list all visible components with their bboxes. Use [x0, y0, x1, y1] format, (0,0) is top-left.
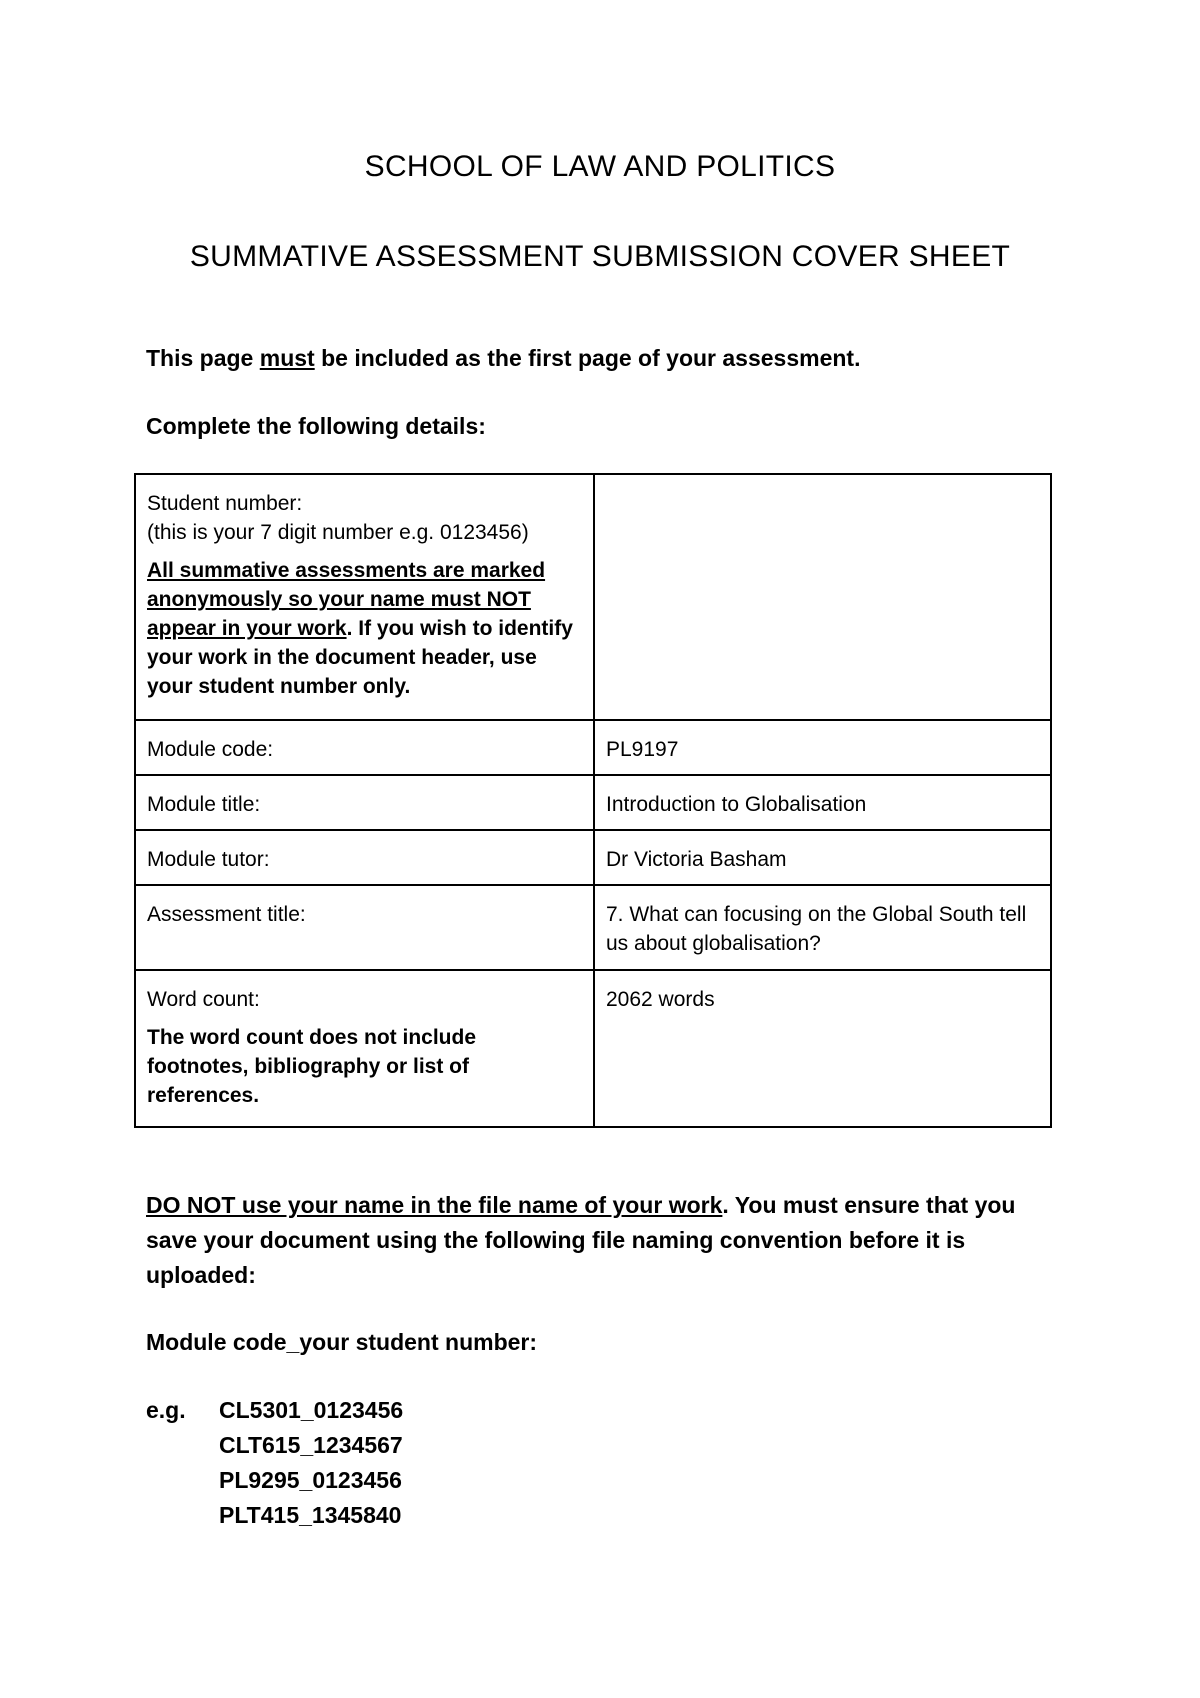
cover-sheet-title: SUMMATIVE ASSESSMENT SUBMISSION COVER SHEET: [189, 240, 1011, 273]
student-number-label: Student number:: [147, 492, 303, 515]
intro-suffix: be included as the first page of your assessment.: [314, 345, 861, 371]
file-naming-format: Module code_your student number:: [146, 1329, 538, 1355]
anonymity-warning-rest: . If you wish to identify your work in the document header, use your student number only.: [147, 617, 573, 698]
student-number-cell: [135, 474, 594, 720]
complete-details-label: Complete the following details:: [146, 413, 486, 439]
assessment-title-label: Assessment title:: [135, 885, 594, 970]
student-number-value[interactable]: [594, 474, 1051, 720]
school-heading: SCHOOL OF LAW AND POLITICS: [364, 150, 836, 183]
table-row-student-number: [135, 474, 1051, 720]
details-table: [134, 473, 1052, 1128]
table-row-module-code: [135, 720, 1051, 775]
example-item: PL9295_0123456: [219, 1467, 402, 1493]
file-naming-rest: . You must ensure that you save your document using the following file naming convention before it is uploaded:: [146, 1192, 1016, 1288]
example-item: CLT615_1234567: [219, 1432, 403, 1458]
file-naming-warning: DO NOT use your name in the file name of your work: [146, 1192, 723, 1218]
word-count-note: The word count does not include footnotes, bibliography or list of references.: [147, 1026, 476, 1107]
intro-instruction: [146, 341, 1066, 376]
table-row-word-count: [135, 970, 1051, 1127]
example-list: [219, 1393, 403, 1533]
assessment-title-value[interactable]: 7. What can focusing on the Global South tell us about globalisation?: [594, 885, 1051, 970]
example-item: CL5301_0123456: [219, 1397, 404, 1423]
word-count-value[interactable]: 2062 words: [594, 970, 1051, 1127]
anonymity-warning-underlined: All summative assessments are marked anonymously so your name must NOT appear in your work: [147, 559, 546, 640]
module-title-value[interactable]: Introduction to Globalisation: [594, 775, 1051, 830]
intro-emphasis: must: [259, 345, 315, 371]
module-tutor-value[interactable]: Dr Victoria Basham: [594, 830, 1051, 885]
module-title-label: Module title:: [135, 775, 594, 830]
word-count-label: Word count:: [147, 988, 260, 1011]
table-row-assessment-title: [135, 885, 1051, 970]
word-count-cell: [135, 970, 594, 1127]
anonymity-warning: [147, 556, 583, 701]
intro-prefix: This page: [146, 345, 260, 371]
module-code-label: Module code:: [135, 720, 594, 775]
module-tutor-label: Module tutor:: [135, 830, 594, 885]
module-code-value[interactable]: PL9197: [594, 720, 1051, 775]
table-row-module-title: [135, 775, 1051, 830]
examples-label: e.g.: [146, 1397, 186, 1423]
file-naming-instruction: [146, 1188, 1066, 1293]
student-number-hint: (this is your 7 digit number e.g. 0123456): [147, 521, 529, 544]
table-row-module-tutor: [135, 830, 1051, 885]
example-item: PLT415_1345840: [219, 1502, 402, 1528]
